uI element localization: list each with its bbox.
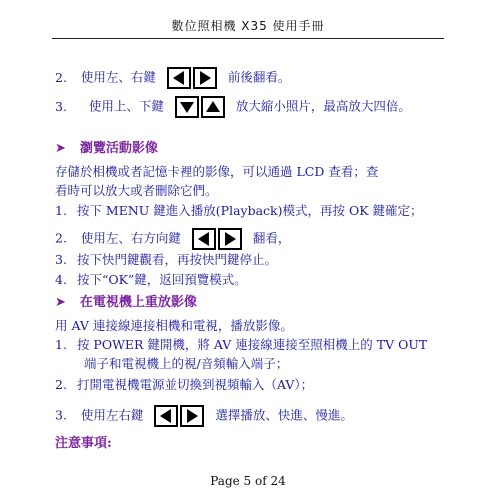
step-number: 4. — [55, 272, 67, 287]
step-text: 按下快門鍵觀看，再按快門鍵停止。 — [76, 252, 277, 267]
tv-step-3 — [55, 405, 353, 427]
item-text-post: 前後翻看。 — [227, 69, 291, 85]
step-number: 1. — [55, 203, 67, 218]
section-heading-tv — [55, 295, 197, 311]
step-number: 2. — [55, 230, 67, 246]
intro-item-3 — [55, 96, 411, 118]
step-text: 按下“OK”鍵，返回預覽模式。 — [76, 272, 247, 287]
left-triangle-key-icon — [154, 405, 178, 427]
intro-item-2 — [55, 67, 290, 89]
step-text-pre: 使用左、右方向鍵 — [80, 230, 181, 246]
item-text-pre: 使用上、下鍵 — [88, 98, 164, 114]
tv-step-1-cont: 端子和電視機上的視/音頻輸入端子； — [84, 356, 289, 371]
step-text: 按 POWER 鍵開機，將 AV 連接線連接至照相機上的 TV OUT — [76, 337, 428, 352]
right-triangle-key-icon — [193, 67, 217, 89]
page-header: 數位照相機 X35 使用手冊 — [171, 19, 325, 33]
step-number: 3. — [55, 407, 67, 423]
arrowhead-bullet-icon: ➤ — [55, 141, 66, 156]
step-number: 2. — [55, 377, 67, 392]
tv-step-1 — [55, 337, 427, 353]
step-number: 1. — [55, 337, 67, 352]
page-footer: Page 5 of 24 — [210, 474, 286, 488]
up-triangle-key-icon — [201, 96, 225, 118]
tv-step-2 — [55, 377, 313, 393]
left-right-keys — [191, 228, 243, 250]
left-right-keys — [166, 67, 218, 89]
step-text-post: 選擇播放、快進、慢進。 — [215, 407, 353, 423]
video-desc-line-2: 看時可以放大或者刪除它們。 — [55, 183, 218, 198]
item-text-post: 放大縮小照片，最高放大四倍。 — [235, 98, 411, 114]
arrowhead-bullet-icon: ➤ — [55, 295, 66, 310]
video-step-3 — [55, 252, 277, 268]
heading-text: 瀏覽活動影像 — [79, 141, 158, 156]
left-triangle-key-icon — [192, 228, 216, 250]
down-triangle-key-icon — [175, 96, 199, 118]
up-down-keys — [174, 96, 226, 118]
heading-text: 在電視機上重放影像 — [79, 295, 197, 310]
section-heading-video — [55, 141, 158, 157]
item-number: 2. — [55, 69, 67, 85]
step-text-post: 翻看， — [252, 230, 291, 246]
step-number: 3. — [55, 252, 67, 267]
header-rule — [52, 38, 444, 39]
video-step-1 — [55, 203, 423, 219]
video-step-4 — [55, 272, 247, 288]
step-text-pre: 使用左右鍵 — [80, 407, 144, 423]
left-triangle-key-icon — [167, 67, 191, 89]
step-text: 按下 MENU 鍵進入播放(Playback)模式，再按 OK 鍵確定； — [76, 203, 423, 218]
item-text-pre: 使用左、右鍵 — [80, 69, 156, 85]
notes-heading: 注意事項: — [55, 436, 112, 451]
left-right-keys — [153, 405, 205, 427]
tv-desc: 用 AV 連接線連接相機和電視，播放影像。 — [55, 318, 293, 333]
right-triangle-key-icon — [180, 405, 204, 427]
right-triangle-key-icon — [218, 228, 242, 250]
video-desc-line-1: 存儲於相機或者記憶卡裡的影像，可以通過 LCD 查看；查 — [55, 164, 379, 179]
video-step-2 — [55, 228, 290, 250]
item-number: 3. — [55, 98, 67, 114]
step-text: 打開電視機電源並切換到視頻輸入（AV）； — [76, 377, 314, 392]
